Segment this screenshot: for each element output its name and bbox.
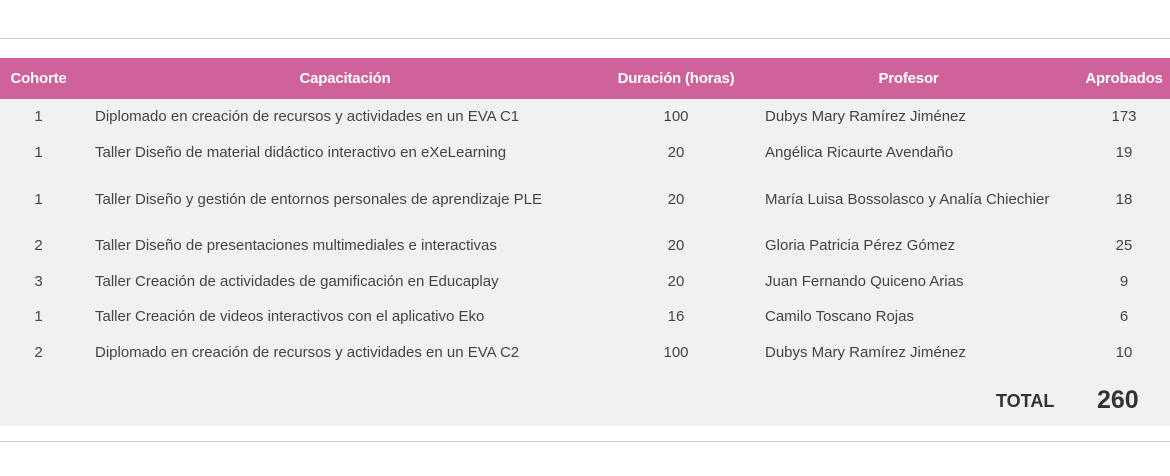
header-cohorte: Cohorte: [10, 70, 67, 87]
cell-capacitacion: Taller Creación de actividades de gamificación en Educaplay: [95, 272, 499, 290]
cell-cohorte: 3: [34, 272, 43, 290]
courses-panel: [0, 58, 1170, 426]
table-row: [0, 228, 1170, 264]
table-row: [0, 335, 1170, 371]
cell-capacitacion: Taller Diseño de presentaciones multimediales e interactivas: [95, 237, 497, 255]
cell-profesor: María Luisa Bossolasco y Analía Chiechier: [765, 190, 1050, 208]
table-header-row: [0, 58, 1170, 99]
table-row: [0, 299, 1170, 335]
cell-capacitacion: Taller Diseño de material didáctico interactivo en eXeLearning: [95, 143, 507, 161]
cell-duracion: 20: [667, 143, 685, 161]
cell-profesor: Camilo Toscano Rojas: [765, 308, 914, 326]
cell-duracion: 16: [667, 308, 685, 326]
header-duracion: Duración (horas): [617, 70, 735, 87]
cell-profesor: Dubys Mary Ramírez Jiménez: [765, 108, 966, 126]
cell-cohorte: 1: [34, 143, 43, 161]
cell-capacitacion: Taller Creación de videos interactivos con el aplicativo Eko: [95, 308, 485, 326]
table-row: [0, 264, 1170, 300]
cell-profesor: Dubys Mary Ramírez Jiménez: [765, 343, 966, 361]
table-row: [0, 170, 1170, 228]
total-label: TOTAL: [996, 391, 1055, 411]
cell-capacitacion: Diplomado en creación de recursos y actividades en un EVA C1: [95, 108, 520, 126]
cell-duracion: 20: [667, 190, 685, 208]
top-divider: [0, 38, 1170, 39]
header-capacitacion: Capacitación: [299, 70, 391, 87]
bottom-divider: [0, 441, 1170, 442]
cell-cohorte: 1: [34, 308, 43, 326]
cell-aprobados: 6: [1119, 308, 1129, 326]
cell-aprobados: 18: [1115, 190, 1133, 208]
cell-profesor: Gloria Patricia Pérez Gómez: [765, 237, 956, 255]
courses-table: [0, 58, 1170, 370]
header-profesor: Profesor: [878, 70, 939, 87]
cell-capacitacion: Taller Diseño y gestión de entornos personales de aprendizaje PLE: [95, 190, 542, 208]
total-row: [0, 383, 1170, 419]
cell-duracion: 20: [667, 237, 685, 255]
cell-capacitacion: Diplomado en creación de recursos y actividades en un EVA C2: [95, 343, 520, 361]
table-row: [0, 135, 1170, 171]
table-row: [0, 99, 1170, 135]
cell-aprobados: 25: [1115, 237, 1133, 255]
cell-duracion: 100: [663, 343, 689, 361]
cell-cohorte: 1: [34, 190, 43, 208]
cell-profesor: Angélica Ricaurte Avendaño: [765, 143, 954, 161]
header-aprobados: Aprobados: [1085, 70, 1163, 87]
cell-aprobados: 10: [1115, 343, 1133, 361]
cell-cohorte: 2: [34, 237, 43, 255]
total-value: 260: [1097, 386, 1139, 414]
cell-aprobados: 19: [1115, 143, 1133, 161]
cell-duracion: 100: [663, 108, 689, 126]
cell-profesor: Juan Fernando Quiceno Arias: [765, 272, 964, 290]
cell-aprobados: 173: [1111, 108, 1137, 126]
cell-cohorte: 2: [34, 343, 43, 361]
cell-cohorte: 1: [34, 108, 43, 126]
cell-duracion: 20: [667, 272, 685, 290]
cell-aprobados: 9: [1119, 272, 1129, 290]
